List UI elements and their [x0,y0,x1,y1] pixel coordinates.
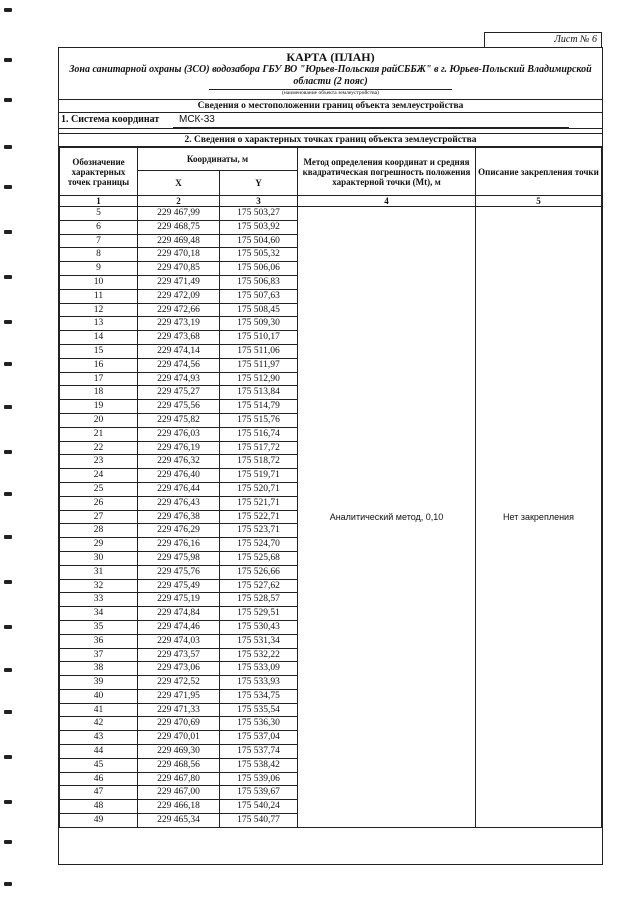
header-coords: Координаты, м [138,148,298,171]
method-cell: Аналитический метод, 0,10 [298,207,476,828]
coord-y: 175 509,30 [220,317,298,331]
point-id: 24 [60,469,138,483]
sheet-number: Лист № 6 [484,32,602,48]
coord-x: 229 468,75 [138,220,220,234]
coord-y: 175 506,06 [220,262,298,276]
coord-x: 229 473,57 [138,648,220,662]
coord-y: 175 540,77 [220,814,298,828]
coord-x: 229 473,19 [138,317,220,331]
coord-y: 175 522,71 [220,510,298,524]
coord-y: 175 534,75 [220,689,298,703]
coord-x: 229 471,95 [138,689,220,703]
coord-y: 175 539,06 [220,772,298,786]
points-table [59,147,602,828]
point-id: 21 [60,427,138,441]
point-id: 19 [60,400,138,414]
object-caption: (наименование объекта землеустройства) [209,89,452,97]
coord-x: 229 476,03 [138,427,220,441]
coord-x: 229 471,49 [138,275,220,289]
coord-y: 175 517,72 [220,441,298,455]
coord-x: 229 470,69 [138,717,220,731]
coordinate-system-label: 1. Система координат [61,114,160,125]
coord-x: 229 474,03 [138,634,220,648]
coord-x: 229 475,82 [138,413,220,427]
colnum-3: 3 [220,196,298,207]
coordinate-system-value: МСК-33 [173,113,569,128]
coord-x: 229 473,68 [138,331,220,345]
coord-y: 175 526,66 [220,565,298,579]
coord-y: 175 519,71 [220,469,298,483]
coord-x: 229 469,30 [138,745,220,759]
header-y: Y [220,171,298,196]
point-id: 38 [60,662,138,676]
colnum-2: 2 [138,196,220,207]
point-id: 30 [60,551,138,565]
header-method: Метод определения координат и средняя квадратическая погрешность положения характерной точки (Mt), м [298,148,476,196]
section-location-header: Сведения о местоположении границ объекта землеустройства [59,99,602,113]
point-id: 36 [60,634,138,648]
coord-y: 175 536,30 [220,717,298,731]
point-id: 27 [60,510,138,524]
coord-y: 175 531,34 [220,634,298,648]
description-cell: Нет закрепления [476,207,602,828]
point-id: 43 [60,731,138,745]
coord-x: 229 476,43 [138,496,220,510]
coord-x: 229 470,18 [138,248,220,262]
points-table-body [60,207,602,828]
colnum-5: 5 [476,196,602,207]
coord-x: 229 471,33 [138,703,220,717]
coord-y: 175 521,71 [220,496,298,510]
header-point: Обозначение характерных точек границы [60,148,138,196]
coord-x: 229 467,80 [138,772,220,786]
coord-y: 175 508,45 [220,303,298,317]
point-id: 35 [60,620,138,634]
coord-y: 175 518,72 [220,455,298,469]
section-points-header: 2. Сведения о характерных точках границ объекта землеустройства [59,133,602,147]
coord-y: 175 513,84 [220,386,298,400]
point-id: 23 [60,455,138,469]
point-id: 25 [60,482,138,496]
point-id: 46 [60,772,138,786]
document-frame [58,47,603,865]
point-id: 45 [60,758,138,772]
point-id: 14 [60,331,138,345]
coord-x: 229 467,99 [138,207,220,221]
point-id: 8 [60,248,138,262]
coord-x: 229 472,09 [138,289,220,303]
coord-x: 229 476,40 [138,469,220,483]
coord-x: 229 476,44 [138,482,220,496]
coord-y: 175 523,71 [220,524,298,538]
coord-x: 229 474,14 [138,344,220,358]
point-id: 15 [60,344,138,358]
point-id: 49 [60,814,138,828]
point-id: 41 [60,703,138,717]
coord-y: 175 507,63 [220,289,298,303]
coord-x: 229 469,48 [138,234,220,248]
coord-y: 175 516,74 [220,427,298,441]
coord-x: 229 476,29 [138,524,220,538]
coord-x: 229 474,93 [138,372,220,386]
coord-y: 175 504,60 [220,234,298,248]
coord-x: 229 475,19 [138,593,220,607]
coord-y: 175 520,71 [220,482,298,496]
point-id: 22 [60,441,138,455]
coord-x: 229 476,32 [138,455,220,469]
point-id: 42 [60,717,138,731]
point-id: 9 [60,262,138,276]
coord-y: 175 535,54 [220,703,298,717]
coord-y: 175 527,62 [220,579,298,593]
point-id: 34 [60,607,138,621]
point-id: 48 [60,800,138,814]
coord-x: 229 472,52 [138,676,220,690]
coord-x: 229 470,85 [138,262,220,276]
coord-y: 175 539,67 [220,786,298,800]
table-row [60,207,602,221]
coord-y: 175 538,42 [220,758,298,772]
point-id: 31 [60,565,138,579]
coord-y: 175 529,51 [220,607,298,621]
coord-y: 175 505,32 [220,248,298,262]
coord-y: 175 525,68 [220,551,298,565]
coord-x: 229 473,06 [138,662,220,676]
header-x: X [138,171,220,196]
coord-y: 175 511,97 [220,358,298,372]
point-id: 6 [60,220,138,234]
coord-y: 175 537,74 [220,745,298,759]
colnum-1: 1 [60,196,138,207]
coord-x: 229 474,46 [138,620,220,634]
coord-y: 175 533,93 [220,676,298,690]
coord-y: 175 532,22 [220,648,298,662]
coord-y: 175 540,24 [220,800,298,814]
coord-x: 229 470,01 [138,731,220,745]
point-id: 10 [60,275,138,289]
point-id: 40 [60,689,138,703]
point-id: 26 [60,496,138,510]
coord-x: 229 474,84 [138,607,220,621]
coord-x: 229 472,66 [138,303,220,317]
coordinate-system-row [59,113,602,129]
coord-x: 229 475,56 [138,400,220,414]
header-description: Описание закрепления точки [476,148,602,196]
coord-x: 229 474,56 [138,358,220,372]
point-id: 33 [60,593,138,607]
point-id: 47 [60,786,138,800]
colnum-4: 4 [298,196,476,207]
point-id: 13 [60,317,138,331]
point-id: 18 [60,386,138,400]
document-subtitle: Зона санитарной охраны (ЗСО) водозабора ГБУ ВО "Юрьев-Польская райСББЖ" в г. Юрьев-Польский Владимирской области (2 пояс) [69,64,592,87]
point-id: 37 [60,648,138,662]
coord-y: 175 514,79 [220,400,298,414]
point-id: 7 [60,234,138,248]
point-id: 5 [60,207,138,221]
coord-y: 175 530,43 [220,620,298,634]
point-id: 11 [60,289,138,303]
coord-x: 229 475,27 [138,386,220,400]
coord-x: 229 475,76 [138,565,220,579]
coord-x: 229 476,16 [138,538,220,552]
coord-y: 175 512,90 [220,372,298,386]
point-id: 29 [60,538,138,552]
coord-y: 175 524,70 [220,538,298,552]
point-id: 44 [60,745,138,759]
coord-y: 175 528,57 [220,593,298,607]
point-id: 12 [60,303,138,317]
coord-y: 175 503,92 [220,220,298,234]
point-id: 28 [60,524,138,538]
coord-x: 229 468,56 [138,758,220,772]
coord-x: 229 465,34 [138,814,220,828]
coord-x: 229 466,18 [138,800,220,814]
coord-y: 175 537,04 [220,731,298,745]
coord-x: 229 467,00 [138,786,220,800]
coord-x: 229 476,38 [138,510,220,524]
coord-y: 175 506,83 [220,275,298,289]
coord-y: 175 511,06 [220,344,298,358]
point-id: 32 [60,579,138,593]
point-id: 20 [60,413,138,427]
point-id: 39 [60,676,138,690]
point-id: 17 [60,372,138,386]
coord-x: 229 476,19 [138,441,220,455]
coord-x: 229 475,98 [138,551,220,565]
coord-y: 175 503,27 [220,207,298,221]
coord-y: 175 515,76 [220,413,298,427]
coord-y: 175 533,09 [220,662,298,676]
document-title: КАРТА (ПЛАН) [286,50,375,64]
point-id: 16 [60,358,138,372]
coord-x: 229 475,49 [138,579,220,593]
coord-y: 175 510,17 [220,331,298,345]
